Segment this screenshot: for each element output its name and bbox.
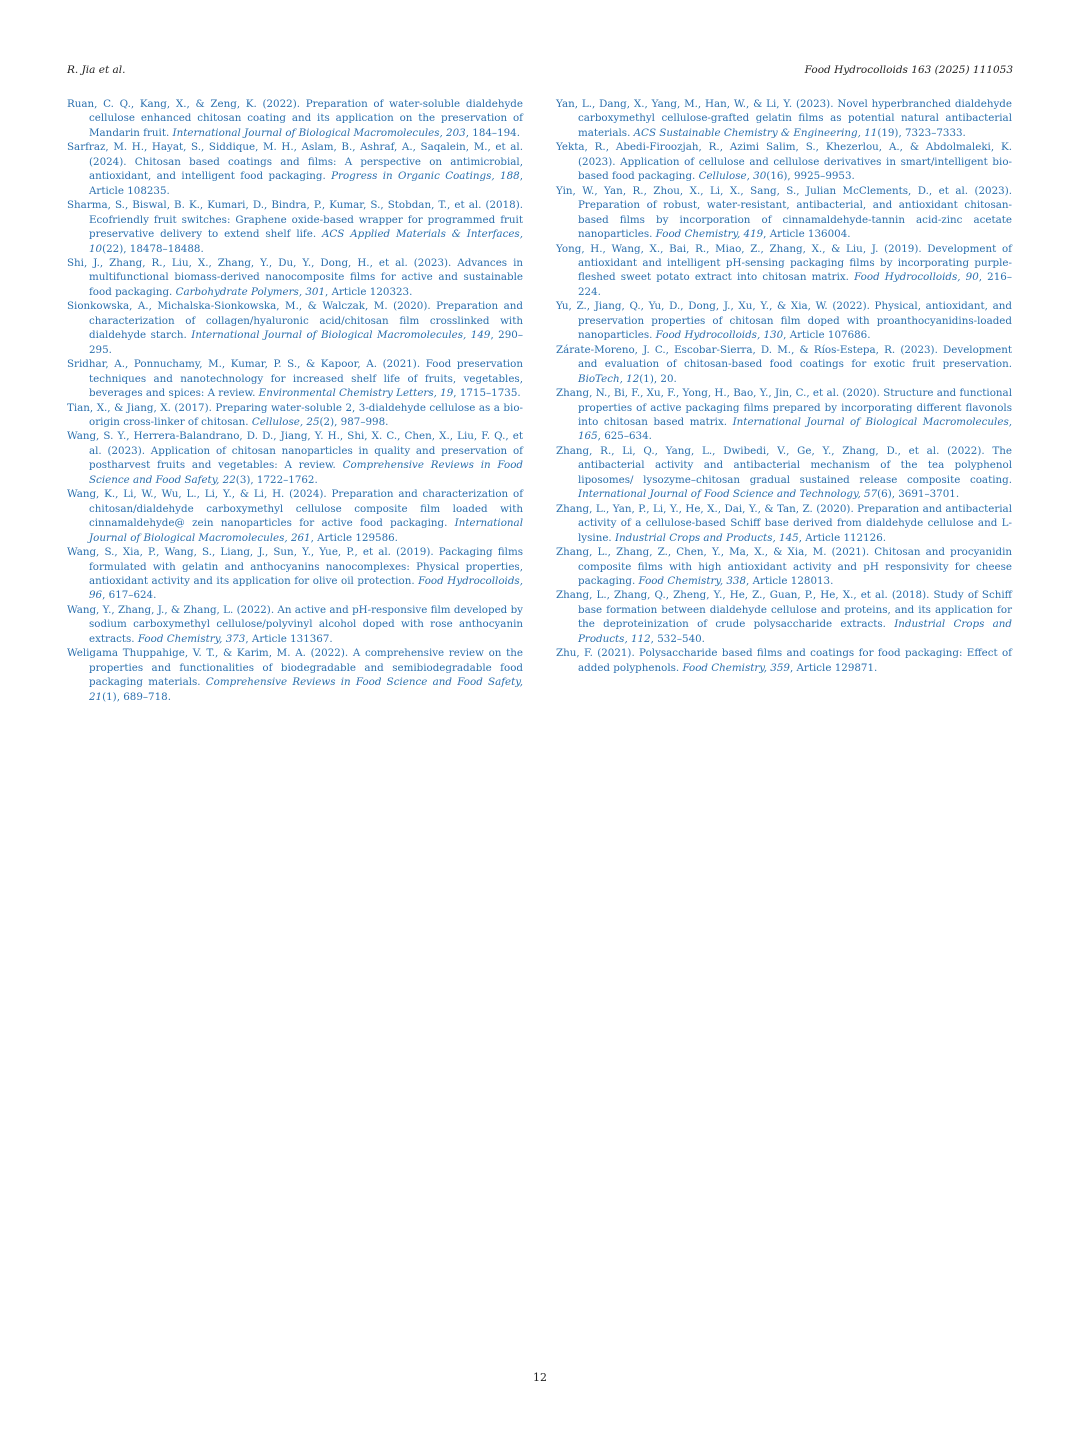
reference-journal: Carbohydrate Polymers, 301 [175, 285, 326, 298]
references-left-column [67, 97, 523, 704]
reference-journal: Food Hydrocolloids, 96 [89, 574, 523, 602]
reference-journal: Food Chemistry, 373 [137, 632, 246, 645]
references-right-column [556, 97, 1012, 675]
reference-journal: Industrial Crops and Products, 145 [614, 531, 799, 544]
reference-journal: Food Hydrocolloids, 90 [854, 271, 979, 284]
reference-journal: Cellulose, 30 [698, 170, 767, 183]
reference-pages: , Article 107686. [783, 329, 871, 342]
reference-entry[interactable] [556, 386, 1012, 444]
reference-text: Shi, J., Zhang, R., Liu, X., Zhang, Y., Du, Y., Dong, H., et al. (2023). Advances in multifunctional biomass-derived nanocomposite films for active and sustainable food packaging. [67, 256, 523, 298]
reference-text: Ruan, C. Q., Kang, X., & Zeng, K. (2022). Preparation of water-soluble dialdehyde cellulose enhanced chitosan coating and its application on the preservation of Mandarin fruit. [67, 98, 523, 139]
running-header [67, 64, 1013, 80]
reference-text: Wang, S., Xia, P., Wang, S., Liang, J., Sun, Y., Yue, P., et al. (2019). Packaging films formulated with gelatin and anthocyanins nanocomplexes: Physical properties, antioxidant activity and its application for olive oil protection. [67, 546, 523, 587]
reference-entry[interactable] [67, 545, 523, 603]
reference-pages: (1), 689–718. [102, 690, 171, 703]
reference-journal: Comprehensive Reviews in Food Science and Food Safety, 21 [89, 676, 523, 703]
header-author: R. Jia et al. [67, 64, 126, 76]
reference-entry[interactable] [67, 646, 523, 704]
reference-journal: International Journal of Biological Macromolecules, 149 [191, 329, 491, 342]
reference-journal: Environmental Chemistry Letters, 19 [258, 387, 454, 400]
reference-pages: , 532–540. [650, 632, 705, 645]
reference-text: Sharma, S., Biswal, B. K., Kumari, D., Bindra, P., Kumar, S., Stobdan, T., et al. (2018). Ecofriendly fruit switches: Graphene oxide-based wrapper for programmed fruit preservative delivery to extend shelf life. [67, 199, 523, 241]
reference-text: Wang, K., Li, W., Wu, L., Li, Y., & Li, H. (2024). Preparation and characterization of chitosan/dialdehyde carboxymethyl cellulose composite film loaded with cinnamaldehyde@ zein nanoparticles for active food packaging. [67, 488, 523, 530]
reference-entry[interactable] [556, 97, 1012, 140]
reference-entry[interactable] [556, 588, 1012, 646]
reference-pages: , Article 112126. [798, 531, 887, 544]
reference-entry[interactable] [67, 603, 523, 646]
reference-pages: (19), 7323–7333. [877, 126, 966, 139]
reference-text: Zhang, L., Zhang, Q., Zheng, Y., He, Z., Guan, P., He, X., et al. (2018). Study of Schiff base formation between dialdehyde cellulose and proteins, and its application for the deproteinization of crude polysaccharide extracts. [556, 589, 1012, 631]
reference-text: Yan, L., Dang, X., Yang, M., Han, W., & Li, Y. (2023). Novel hyperbranched dialdehyde carboxymethyl cellulose-grafted gelatin films as potential natural antibacterial materials. [556, 98, 1012, 139]
reference-journal: Industrial Crops and Products, 112 [578, 618, 1012, 645]
reference-journal: Progress in Organic Coatings, 188 [331, 170, 520, 183]
reference-journal: International Journal of Biological Macromolecules, 165 [578, 415, 1012, 443]
reference-text: Zhu, F. (2021). Polysaccharide based films and coatings for food packaging: Effect of added polyphenols. [556, 647, 1012, 674]
reference-journal: Food Chemistry, 359 [682, 661, 790, 674]
reference-text: Zárate-Moreno, J. C., Escobar-Sierra, D. M., & Ríos-Estepa, R. (2023). Development and evaluation of chitosan-based food coatings for exotic fruit preservation. [556, 343, 1012, 371]
reference-text: Wang, S. Y., Herrera-Balandrano, D. D., Jiang, Y. H., Shi, X. C., Chen, X., Liu, F. Q., et al. (2023). Application of chitosan nanoparticles in quality and preservation of postharvest fruits and vegetables: A review. [67, 430, 523, 472]
reference-text: Zhang, N., Bi, F., Xu, F., Yong, H., Bao, Y., Jin, C., et al. (2020). Structure and functional properties of active packaging films prepared by incorporating different flavonols into chitosan based matrix. [556, 387, 1012, 428]
reference-pages: , Article 128013. [746, 574, 834, 587]
reference-text: Yu, Z., Jiang, Q., Yu, D., Dong, J., Xu, Y., & Xia, W. (2022). Physical, antioxidant, and preservation properties of chitosan film doped with proanthocyanidins-loaded nanoparticles. [556, 300, 1012, 342]
reference-journal: Food Hydrocolloids, 130 [655, 329, 784, 342]
reference-entry[interactable] [67, 140, 523, 198]
reference-entry[interactable] [67, 299, 523, 357]
reference-journal: International Journal of Biological Macromolecules, 203 [172, 126, 466, 139]
reference-pages: , Article 129586. [310, 531, 398, 544]
reference-text: Wang, Y., Zhang, J., & Zhang, L. (2022). An active and pH-responsive film developed by sodium carboxymethyl cellulose/polyvinyl alcohol doped with rose anthocyanin extracts. [67, 603, 523, 645]
reference-pages: , 216–224. [578, 271, 1012, 298]
header-journal: Food Hydrocolloids 163 (2025) 111053 [804, 64, 1013, 76]
reference-entry[interactable] [67, 357, 523, 400]
reference-entry[interactable] [556, 184, 1012, 242]
reference-pages: , Article 108235. [89, 170, 523, 197]
reference-entry[interactable] [556, 242, 1012, 300]
reference-pages: , 290–295. [89, 329, 523, 356]
reference-journal: ACS Applied Materials & Interfaces, 10 [89, 228, 523, 255]
reference-journal: BioTech, 12 [578, 372, 640, 385]
reference-pages: , Article 120323. [325, 285, 413, 298]
reference-text: Sridhar, A., Ponnuchamy, M., Kumar, P. S., & Kapoor, A. (2021). Food preservation techniques and nanotechnology for increased shelf life of fruits, vegetables, beverages and spices: A review. [67, 358, 523, 400]
reference-pages: (1), 20. [639, 372, 677, 385]
reference-entry[interactable] [556, 545, 1012, 588]
reference-entry[interactable] [67, 401, 523, 430]
reference-pages: (16), 9925–9953. [766, 170, 855, 183]
reference-entry[interactable] [556, 444, 1012, 502]
reference-text: Sionkowska, A., Michalska-Sionkowska, M., & Walczak, M. (2020). Preparation and characterization of collagen/hyaluronic acid/chitosan film crosslinked with dialdehyde starch. [67, 300, 523, 342]
reference-pages: , 625–634. [597, 430, 652, 443]
reference-text: Weligama Thuppahige, V. T., & Karim, M. A. (2022). A comprehensive review on the properties and functionalities of biodegradable and semibiodegradable food packaging materials. [67, 647, 523, 689]
reference-entry[interactable] [556, 299, 1012, 342]
reference-text: Tian, X., & Jiang, X. (2017). Preparing water-soluble 2, 3-dialdehyde cellulose as a bio-origin cross-linker of chitosan. [67, 401, 523, 428]
reference-text: Yekta, R., Abedi-Firoozjah, R., Azimi Salim, S., Khezerlou, A., & Abdolmaleki, K. (2023). Application of cellulose and cellulose derivatives in smart/intelligent bio-based food packaging. [556, 141, 1012, 183]
reference-pages: , 617–624. [102, 589, 157, 602]
reference-pages: , Article 129871. [789, 661, 878, 674]
reference-pages: , Article 131367. [245, 632, 333, 645]
reference-pages: (6), 3691–3701. [877, 488, 960, 501]
reference-text: Yin, W., Yan, R., Zhou, X., Li, X., Sang, S., Julian McClements, D., et al. (2023). Preparation of robust, water-resistant, antibacterial, and antioxidant chitosan-based films by incorporation of cinnamaldehyde-tannin acid-zinc acetate nanoparticles. [556, 184, 1012, 241]
reference-journal: International Journal of Food Science and Technology, 57 [578, 488, 878, 501]
reference-entry[interactable] [67, 487, 523, 545]
reference-entry[interactable] [556, 343, 1012, 386]
reference-entry[interactable] [67, 198, 523, 256]
reference-entry[interactable] [67, 256, 523, 299]
reference-journal: International Journal of Biological Macromolecules, 261 [89, 517, 523, 544]
reference-journal: Cellulose, 25 [251, 415, 320, 428]
reference-text: Yong, H., Wang, X., Bai, R., Miao, Z., Zhang, X., & Liu, J. (2019). Development of antioxidant and intelligent pH-sensing packaging films by incorporating purple-fleshed sweet potato extract into chitosan matrix. [556, 242, 1012, 284]
reference-journal: Food Chemistry, 419 [655, 228, 764, 241]
reference-text: Zhang, R., Li, Q., Yang, L., Dwibedi, V., Ge, Y., Zhang, D., et al. (2022). The antibacterial activity and antibacterial mechanism of the tea polyphenol liposomes/ lysozyme–chitosan gradual sustained release composite coating. [556, 444, 1012, 486]
reference-journal: ACS Sustainable Chemistry & Engineering, 11 [633, 126, 878, 139]
reference-journal: Comprehensive Reviews in Food Science and Food Safety, 22 [89, 459, 523, 486]
page-number: 12 [533, 1371, 547, 1384]
reference-text: Zhang, L., Zhang, Z., Chen, Y., Ma, X., & Xia, M. (2021). Chitosan and procyanidin composite films with high antioxidant activity and pH responsivity for cheese packaging. [556, 546, 1012, 587]
reference-pages: (3), 1722–1762. [235, 473, 318, 486]
reference-pages: (22), 18478–18488. [102, 242, 204, 255]
reference-entry[interactable] [67, 97, 523, 140]
reference-entry[interactable] [556, 502, 1012, 545]
reference-text: Sarfraz, M. H., Hayat, S., Siddique, M. H., Aslam, B., Ashraf, A., Saqalein, M., et al. (2024). Chitosan based coatings and films: A perspective on antimicrobial, antioxidant, and intelligent food packaging. [67, 141, 523, 183]
reference-pages: , 1715–1735. [453, 387, 521, 400]
reference-text: Zhang, L., Yan, P., Li, Y., He, X., Dai, Y., & Tan, Z. (2020). Preparation and antibacterial activity of a cellulose-based Schiff base derived from dialdehyde cellulose and L-lysine. [556, 502, 1012, 544]
reference-pages: , 184–194. [465, 126, 520, 139]
reference-entry[interactable] [556, 140, 1012, 183]
reference-entry[interactable] [556, 646, 1012, 675]
reference-pages: , Article 136004. [763, 228, 851, 241]
reference-entry[interactable] [67, 429, 523, 487]
reference-journal: Food Chemistry, 338 [638, 574, 747, 587]
reference-pages: (2), 987–998. [319, 415, 389, 428]
